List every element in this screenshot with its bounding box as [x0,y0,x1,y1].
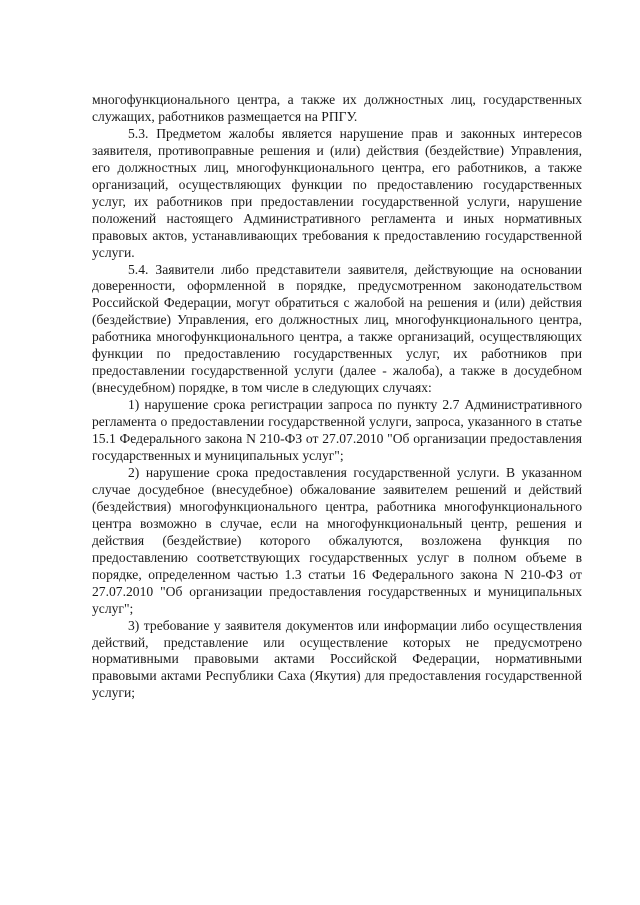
paragraph-5-3: 5.3. Предметом жалобы является нарушение прав и законных интересов заявителя, противоправные решения и (или) действия (бездействие) Управления, его должностных лиц, многофункционального центра, его работников, а также организаций, осуществляющих функции по предоставлению государственных услуг, их работников при предоставлении государственной услуги, нарушение положений настоящего Административного регламента и иных нормативных правовых актов, устанавливающих требования к предоставлению государственной услуги. [92,125,582,260]
paragraph-continuation: многофункционального центра, а также их должностных лиц, государственных служащих, работников размещается на РПГУ. [92,92,582,124]
list-item-1: 1) нарушение срока регистрации запроса по пункту 2.7 Административного регламента о предоставлении государственной услуги, запроса, указанного в статье 15.1 Федерального закона N 210-ФЗ от 27.07.2010 "Об организации предоставления государственных и муниципальных услуг"; [92,397,582,464]
document-body [92,92,582,702]
list-item-2: 2) нарушение срока предоставления государственной услуги. В указанном случае досудебное (внесудебное) обжалование заявителем решений и действий (бездействия) многофункционального центра, работника многофункционального центра возможно в случае, если на многофункциональный центр, решения и действия (бездействие) которого обжалуются, возложена функция по предоставлению соответствующих государственных услуг в полном объеме в порядке, определенном частью 1.3 статьи 16 Федерального закона N 210-ФЗ от 27.07.2010 "Об организации предоставления государственных и муниципальных услуг"; [92,464,582,616]
paragraph-5-4: 5.4. Заявители либо представители заявителя, действующие на основании доверенности, оформленной в порядке, предусмотренном законодательством Российской Федерации, могут обратиться с жалобой на решения и (или) действия (бездействие) Управления, его должностных лиц, многофункционального центра, работника многофункционального центра, а также организаций, осуществляющих функции по предоставлению государственных услуг, их работников при предоставлении государственной услуги (далее - жалоба), а также в досудебном (внесудебном) порядке, в том числе в следующих случаях: [92,261,582,396]
list-item-3: 3) требование у заявителя документов или информации либо осуществления действий, представление или осуществление которых не предусмотрено нормативными правовыми актами Российской Федерации, нормативными правовыми актами Республики Саха (Якутия) для предоставления государственной услуги; [92,617,582,701]
